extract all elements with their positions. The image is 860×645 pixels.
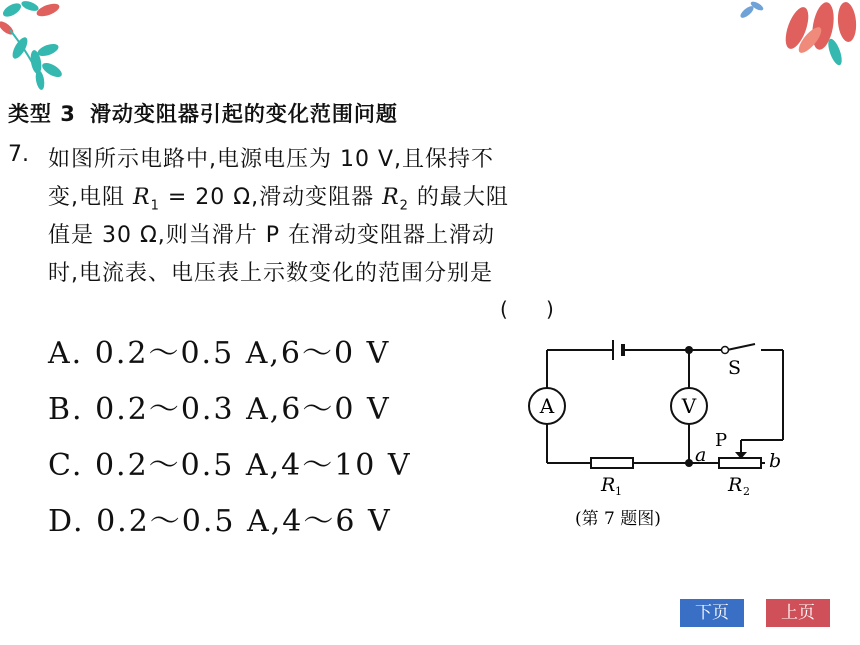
figure-caption: (第 7 题图) xyxy=(575,509,661,529)
question-number: 7. xyxy=(8,142,29,167)
node-b-label: b xyxy=(769,450,782,472)
r1-figure-label: R xyxy=(601,474,616,496)
junction-a xyxy=(685,459,693,467)
option-a: A. 0.2～0.5 A,6～0 V xyxy=(48,336,391,371)
question-line-2: 变,电阻 $R_1 = 20$ Ω,滑动变阻器 $R_2$ 的最大阻 xyxy=(48,185,509,214)
switch-contact xyxy=(722,347,729,354)
section-topic: 滑动变阻器引起的变化范围问题 xyxy=(89,102,398,126)
circuit-diagram xyxy=(515,330,805,535)
option-b: B. 0.2～0.3 A,6～0 V xyxy=(48,392,391,427)
r2-symbol: R xyxy=(382,185,400,210)
option-c: C. 0.2～0.5 A,4～10 V xyxy=(48,448,412,483)
r1-symbol: R xyxy=(133,185,151,210)
switch-label: S xyxy=(728,357,742,379)
r1-figure-sub: 1 xyxy=(615,485,622,498)
question-line-1: 如图所示电路中,电源电压为 10 V,且保持不 xyxy=(48,147,495,172)
question-line-3: 值是 30 Ω,则当滑片 P 在滑动变阻器上滑动 xyxy=(48,223,496,248)
ammeter-label: A xyxy=(539,394,555,418)
r2-figure-label: R xyxy=(728,474,743,496)
question-line-4: 时,电流表、电压表上示数变化的范围分别是 xyxy=(48,261,493,286)
node-a-label: a xyxy=(695,444,707,466)
leaf-decoration-top-right xyxy=(735,0,860,75)
slider-label: P xyxy=(715,430,728,451)
leaf-decoration-top-left xyxy=(0,0,80,95)
rheostat-r2 xyxy=(719,458,761,468)
prev-page-button[interactable]: 上页 xyxy=(766,599,830,627)
option-d: D. 0.2～0.5 A,4～6 V xyxy=(48,504,392,539)
voltmeter-label: V xyxy=(681,394,697,418)
resistor-r1 xyxy=(591,458,633,468)
r2-figure-sub: 2 xyxy=(743,485,750,498)
next-page-button[interactable]: 下页 xyxy=(680,599,744,627)
junction-top xyxy=(685,346,693,354)
switch-blade xyxy=(727,344,755,350)
type-label: 类型 3 xyxy=(8,102,76,126)
answer-blank: ( ) xyxy=(500,297,554,321)
section-heading xyxy=(8,98,398,128)
